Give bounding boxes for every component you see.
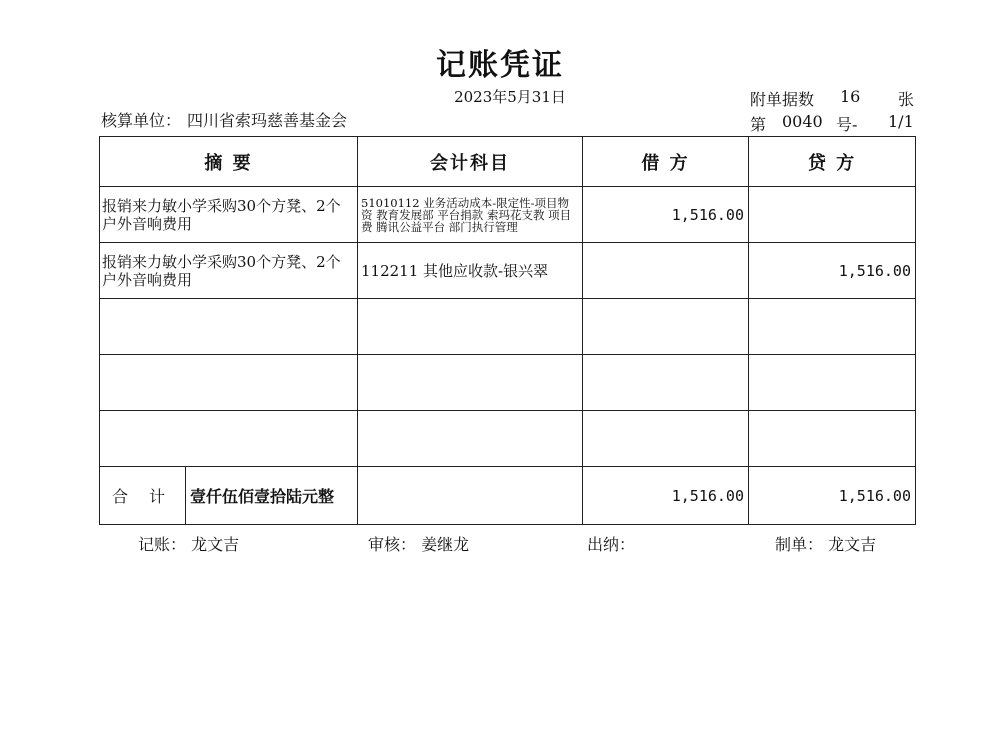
- total-row: [100, 467, 916, 525]
- account-text: 51010112 业务活动成本-限定性-项目物资 教育发展部 平台捐款 索玛花支教 项目费 腾讯公益平台 部门执行管理: [361, 195, 572, 234]
- account-cell: [358, 243, 583, 299]
- preparer-signature: 制单： 龙文吉: [775, 535, 877, 554]
- debit-header: 借 方: [583, 137, 749, 187]
- attachments-unit: 张: [898, 90, 915, 109]
- account-cell: [358, 411, 583, 467]
- account-cell: [358, 299, 583, 355]
- table-row: [100, 243, 916, 299]
- debit-cell: [583, 355, 749, 411]
- table-header-row: [100, 137, 916, 187]
- credit-cell: [749, 411, 916, 467]
- reviewer-signature: 审核： 姜继龙: [368, 535, 470, 554]
- voucher-number-suffix: 号-: [836, 115, 858, 134]
- debit-cell: [583, 243, 749, 299]
- accounting-unit-label: 核算单位：: [101, 111, 182, 130]
- account-cell: [358, 187, 583, 243]
- table-row: [100, 355, 916, 411]
- credit-cell: [749, 355, 916, 411]
- summary-cell: [100, 299, 358, 355]
- attachments-count: 16: [840, 87, 861, 106]
- account-cell: [358, 355, 583, 411]
- total-debit: 1,516.00: [583, 467, 749, 525]
- accounting-unit-value: 四川省索玛慈善基金会: [187, 111, 348, 130]
- attachments-label: 附单据数: [750, 90, 815, 109]
- table-row: [100, 411, 916, 467]
- summary-cell: [100, 355, 358, 411]
- table-row: [100, 187, 916, 243]
- voucher-table: [99, 136, 916, 525]
- cashier-signature: 出纳：: [587, 535, 636, 554]
- credit-header: 贷 方: [749, 137, 916, 187]
- total-amount-in-words: 壹仟伍佰壹拾陆元整: [190, 487, 335, 506]
- account-header: 会计科目: [358, 137, 583, 187]
- voucher-page: 1/1: [888, 112, 914, 131]
- debit-cell: [583, 411, 749, 467]
- total-label: 合 计: [100, 467, 186, 524]
- bookkeeper-signature: 记账： 龙文吉: [138, 535, 240, 554]
- credit-cell: 1,516.00: [749, 243, 916, 299]
- debit-cell: [583, 299, 749, 355]
- total-cell: [100, 467, 358, 525]
- total-credit: 1,516.00: [749, 467, 916, 525]
- table-row: [100, 299, 916, 355]
- account-text: 112211 其他应收款-银兴翠: [361, 261, 549, 280]
- voucher-title: 记账凭证: [436, 48, 564, 83]
- credit-cell: [749, 299, 916, 355]
- debit-cell: 1,516.00: [583, 187, 749, 243]
- summary-cell: [100, 411, 358, 467]
- summary-cell: 报销来力敏小学采购30个方凳、2个户外音响费用: [100, 187, 358, 243]
- summary-cell: 报销来力敏小学采购30个方凳、2个户外音响费用: [100, 243, 358, 299]
- voucher-date: 2023年5月31日: [454, 88, 566, 106]
- voucher-number: 0040: [782, 112, 823, 131]
- voucher-number-prefix: 第: [750, 115, 767, 134]
- summary-header: 摘 要: [100, 137, 358, 187]
- credit-cell: [749, 187, 916, 243]
- total-account-cell: [358, 467, 583, 525]
